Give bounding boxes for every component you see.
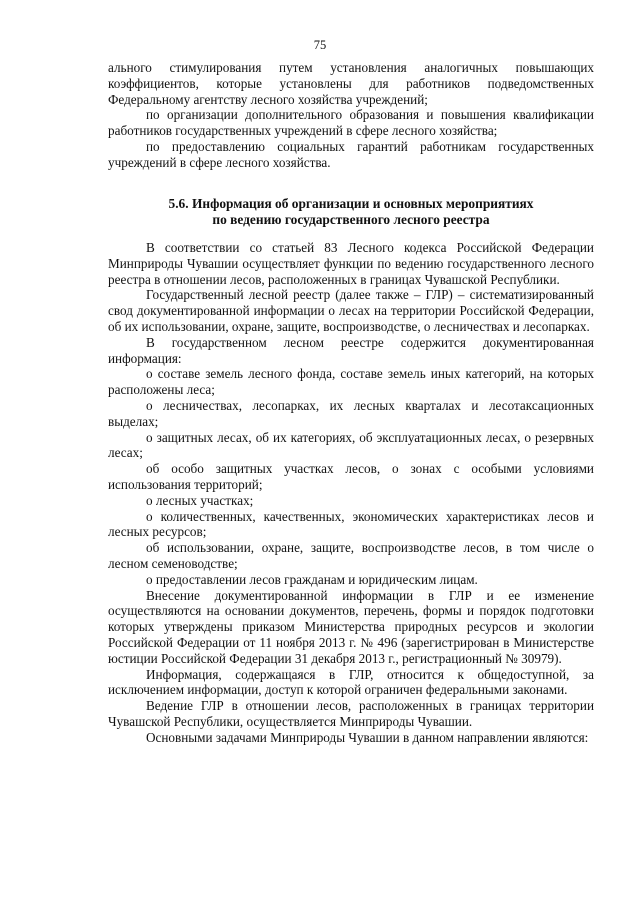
list-item: о предоставлении лесов гражданам и юридическим лицам. (146, 571, 478, 587)
list-item: по организации дополнительного образования и повышения квалификации работников государственных учреждений в сфере лесного хозяйства; (108, 107, 594, 139)
list-item: о защитных лесах, об их категориях, об эксплуатационных лесах, о резервных лесах; (108, 429, 594, 461)
list-item: о количественных, качественных, экономических характеристиках лесов и лесных ресурсов; (108, 508, 594, 540)
list-item: о лесных участках; (146, 492, 254, 508)
paragraph: Внесение документированной информации в ГЛР и ее изменение осуществляются на основании документов, перечень, формы и порядок подготовки которых утверждены приказом Министерства природных ресурсов и экологии Российской Федерации от 11 ноября 2013 г. № 496 (зарегистрирован в Министерстве юстиции Российской Федерации 31 декабря 2013 г., регистрационный № 30979). (108, 587, 594, 666)
list-item: о составе земель лесного фонда, составе земель иных категорий, на которых расположены леса; (108, 366, 594, 398)
paragraph: Информация, содержащаяся в ГЛР, относится к общедоступной, за исключением информации, доступ к которой ограничен федеральными законами. (108, 666, 594, 698)
section-heading-line-1: 5.6. Информация об организации и основных мероприятиях (168, 196, 534, 211)
paragraph: Основными задачами Минприроды Чувашии в данном направлении являются: (146, 729, 589, 745)
list-item: об особо защитных участках лесов, о зонах с особыми условиями использования территорий; (108, 461, 594, 492)
paragraph: В государственном лесном реестре содержится документированная информация: (108, 334, 594, 366)
paragraph: Ведение ГЛР в отношении лесов, расположенных в границах территории Чувашской Республики, осуществляется Минприроды Чувашии. (108, 698, 594, 729)
section-heading (108, 196, 594, 228)
section-body (108, 240, 594, 746)
paragraph: В соответствии со статьей 83 Лесного кодекса Российской Федерации Минприроды Чувашии осуществляет функции по ведению государственного лесного реестра в отношении лесов, расположенных в границах Чувашской Республики. (108, 240, 594, 287)
top-text-block (108, 60, 594, 171)
paragraph: Государственный лесной реестр (далее также – ГЛР) – систематизированный свод документированной информации о лесах на территории Российской Федерации, об их использовании, охране, защите, воспроизводстве, о лесничествах и лесопарках. (108, 287, 594, 334)
list-item: об использовании, охране, защите, воспроизводстве лесов, в том числе о лесном семеноводстве; (108, 540, 594, 571)
section-heading-line-2: по ведению государственного лесного реестра (212, 212, 490, 227)
paragraph-continuation: ального стимулирования путем установления аналогичных повышающих коэффициентов, которые установлены для работников подведомственных Федеральному агентству лесного хозяйства учреждений; (108, 60, 594, 107)
list-item: о лесничествах, лесопарках, их лесных кварталах и лесотаксационных выделах; (108, 397, 594, 429)
list-item: по предоставлению социальных гарантий работникам государственных учреждений в сфере лесного хозяйства. (108, 138, 594, 170)
page-number: 75 (313, 38, 327, 52)
